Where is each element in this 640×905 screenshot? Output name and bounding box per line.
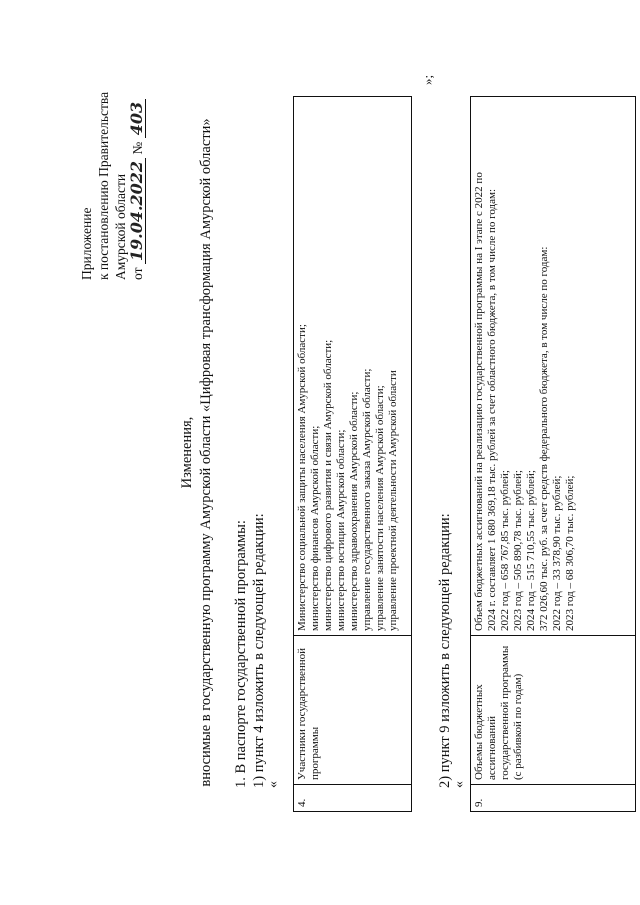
date-prefix: от [130, 267, 145, 280]
row-number: 9. [471, 785, 636, 812]
list-item: управление государственного заказа Амурской области; [361, 368, 373, 631]
appendix-title: Приложение [79, 207, 94, 280]
row-value [471, 97, 636, 636]
table-budget [470, 96, 636, 812]
appendix-subtitle: к постановлению Правительства [96, 91, 111, 280]
list-item: 2024 год – 515 710,55 тыс. рублей; [525, 470, 537, 631]
appendix-date-line [129, 10, 146, 280]
appendix-header [78, 10, 146, 280]
list-item: министерство юстиции Амурской области; [335, 429, 347, 631]
table-row [471, 97, 636, 812]
list-item: Министерство социальной защиты населения Амурской области; [296, 324, 308, 631]
list-item: Объем бюджетных ассигнований на реализацию государственной программы на I этапе с 2022 по [473, 172, 485, 631]
list-item: министерство финансов Амурской области; [309, 425, 321, 631]
row-value [294, 97, 412, 636]
item-1: 1. В паспорте государственной программы: [233, 520, 249, 788]
title-line-2: вносимые в государственную программу Амурской области «Цифровая трансформация Амурской области» [198, 118, 214, 787]
close-quote: »; [420, 74, 435, 85]
document-title [178, 0, 216, 905]
list-item: 2023 год – 505 890,78 тыс. рублей; [512, 470, 524, 631]
row-label: Объемы бюджетных ассигнований государственной программы (с разбивкой по годам) [471, 636, 636, 785]
appendix-region: Амурской области [113, 173, 128, 280]
list-item: министерство здравоохранения Амурской области; [348, 391, 360, 631]
open-quote: « [266, 781, 281, 788]
list-item: министерство цифрового развития и связи Амурской области; [322, 339, 334, 631]
handwritten-number: 403 [129, 99, 146, 138]
number-prefix: № [130, 141, 145, 155]
item-2-block [436, 513, 466, 788]
table-participants [293, 96, 412, 812]
list-item: 2023 год – 68 306,70 тыс. рублей; [564, 475, 576, 631]
open-quote-2: « [452, 781, 467, 788]
list-item: 2022 год – 33 378,90 тыс. рублей; [551, 475, 563, 631]
title-line-1: Изменения, [179, 416, 195, 489]
list-item: 372 026,60 тыс. руб. за счет средств федерального бюджета, в том числе по годам: [538, 246, 550, 631]
table-row [294, 97, 412, 812]
row-number: 4. [294, 785, 412, 812]
list-item: управление проектной деятельности Амурской области [387, 370, 399, 631]
item-2: 2) пункт 9 изложить в следующей редакции: [437, 513, 453, 788]
intro-block [232, 513, 280, 788]
list-item: 2024 г. составляет 1 680 369,18 тыс. рублей за счет областного бюджета, в том числе по годам: [486, 188, 498, 631]
item-1-1: 1) пункт 4 изложить в следующей редакции: [251, 513, 267, 788]
list-item: 2022 год – 658 767,85 тыс. рублей; [499, 470, 511, 631]
row-label: Участники государственной программы [294, 636, 412, 785]
handwritten-date: 19.04.2022 [129, 158, 146, 264]
list-item: управление занятости населения Амурской области; [374, 385, 386, 631]
